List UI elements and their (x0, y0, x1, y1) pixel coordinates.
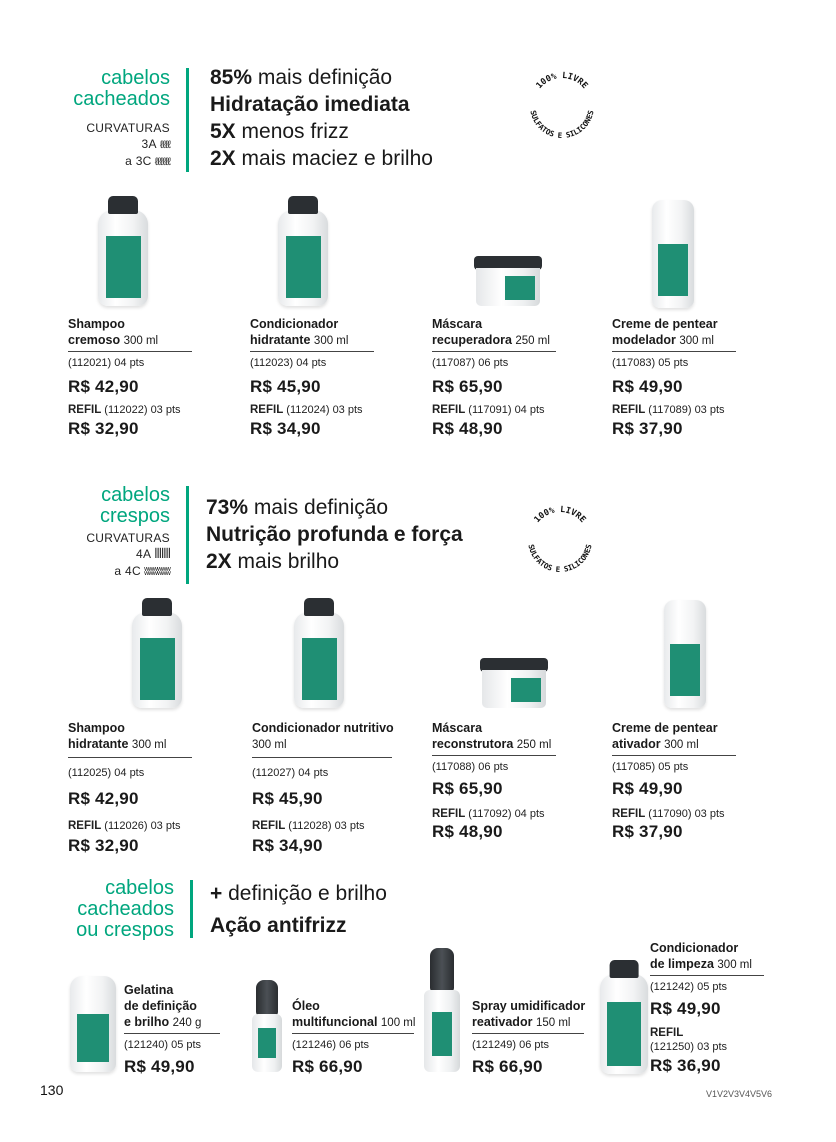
product-name: Shampoo cremoso 300 ml (68, 317, 159, 347)
product-code: (112027) 04 pts (252, 767, 329, 779)
product-code: (117088) 06 pts (432, 761, 509, 773)
product-code: (112023) 04 pts (250, 357, 327, 369)
divider (68, 351, 192, 352)
styling-cream-bottle-image (652, 200, 694, 308)
product-price: R$ 42,90 (68, 377, 139, 396)
refil-price: R$ 37,90 (612, 419, 683, 438)
page-number: 130 (40, 1082, 64, 1098)
refil-info: REFIL (121250) 03 pts (650, 1027, 728, 1053)
spray-bottle-image (424, 948, 460, 1072)
product-price: R$ 45,90 (250, 377, 321, 396)
gel-bottle-image (70, 976, 116, 1072)
refil-info: REFIL (112024) 03 pts (250, 404, 363, 416)
product-price: R$ 66,90 (472, 1057, 543, 1076)
divider (190, 880, 193, 938)
benefit-claims: 85% mais definição Hidratação imediata 5X menos frizz 2X mais maciez e brilho (210, 66, 433, 170)
divider (292, 1033, 414, 1034)
category-title: cabelos crespos (99, 484, 170, 527)
product-name: Óleo multifuncional 100 ml (292, 999, 416, 1029)
svg-text:100% LIVRE: 100% LIVRE (532, 504, 588, 525)
product-name: Condicionador hidratante 300 ml (250, 317, 349, 347)
divider (250, 351, 374, 352)
divider (472, 1033, 584, 1034)
free-of-sulfates-badge (522, 66, 602, 146)
divider (186, 486, 189, 584)
svg-text:100% LIVRE: 100% LIVRE (534, 70, 590, 91)
product-name: Máscara reconstrutora 250 ml (432, 721, 552, 751)
refil-info: REFIL (117090) 03 pts (612, 808, 725, 820)
refil-price: R$ 36,90 (650, 1056, 721, 1075)
mask-jar-image (474, 256, 542, 306)
product-name: Spray umidificador reativador 150 ml (472, 999, 586, 1029)
svg-text:SULFATOS E SILICONES: SULFATOS E SILICONES (526, 543, 594, 575)
product-price: R$ 45,90 (252, 789, 323, 808)
benefit-claims: + definição e brilho Ação antifrizz (210, 882, 387, 937)
product-code: (112025) 04 pts (68, 767, 145, 779)
curl-icon: ℓℓℓℓ (159, 139, 170, 151)
edition-code: V1V2V3V4V5V6 (706, 1089, 773, 1099)
divider (650, 975, 764, 976)
refil-price: R$ 32,90 (68, 419, 139, 438)
mask-jar-image (480, 658, 548, 708)
styling-cream-bottle-image (664, 600, 706, 708)
product-price: R$ 66,90 (292, 1057, 363, 1076)
divider (124, 1033, 220, 1034)
product-name: Creme de pentear modelador 300 ml (612, 317, 718, 347)
curl-icon: ʬʬʬʬʬʬ (143, 566, 170, 578)
divider (186, 68, 189, 172)
product-code: (121249) 06 pts (472, 1039, 550, 1051)
product-price: R$ 49,90 (650, 999, 721, 1018)
product-price: R$ 49,90 (124, 1057, 195, 1076)
divider (68, 757, 192, 758)
product-code: (112021) 04 pts (68, 357, 145, 369)
product-name: Shampoo hidratante 300 ml (68, 721, 167, 751)
product-name: Máscara recuperadora 250 ml (432, 317, 550, 347)
refil-price: R$ 34,90 (252, 836, 323, 855)
product-code: (121242) 05 pts (650, 981, 728, 993)
conditioner-bottle-image (294, 612, 344, 708)
product-name: Condicionador de limpeza 300 ml (650, 941, 752, 971)
curvaturas-info: CURVATURAS 4A ꟾꟾꟾꟾꟾꟾꟾ a 4C ʬʬʬʬʬʬ (86, 531, 170, 578)
divider (612, 755, 736, 756)
divider (252, 757, 392, 758)
benefit-claims: 73% mais definição Nutrição profunda e força 2X mais brilho (206, 496, 463, 573)
curl-icon: ꟾꟾꟾꟾꟾꟾꟾ (154, 549, 170, 561)
product-code: (121240) 05 pts (124, 1039, 202, 1051)
svg-text:SULFATOS E SILICONES: SULFATOS E SILICONES (528, 109, 596, 141)
oil-bottle-image (250, 980, 284, 1072)
conditioner-bottle-image (278, 210, 328, 306)
refil-price: R$ 32,90 (68, 836, 139, 855)
product-name: Condicionador nutritivo 300 ml (252, 721, 394, 751)
refil-info: REFIL (112028) 03 pts (252, 820, 365, 832)
shampoo-bottle-image (132, 612, 182, 708)
refil-info: REFIL (112026) 03 pts (68, 820, 181, 832)
refil-info: REFIL (112022) 03 pts (68, 404, 181, 416)
category-title: cabelos cacheados ou crespos (76, 877, 174, 941)
refil-price: R$ 48,90 (432, 419, 503, 438)
divider (432, 351, 556, 352)
product-code: (117083) 05 pts (612, 357, 689, 369)
product-price: R$ 42,90 (68, 789, 139, 808)
category-title: cabelos cacheados (73, 67, 170, 110)
product-price: R$ 49,90 (612, 779, 683, 798)
curvaturas-info: CURVATURAS 3A ℓℓℓℓ a 3C ℓℓℓℓℓℓ (86, 121, 170, 168)
shampoo-bottle-image (98, 210, 148, 306)
free-of-sulfates-badge (520, 500, 600, 580)
curl-icon: ℓℓℓℓℓℓ (154, 156, 170, 168)
refil-price: R$ 48,90 (432, 822, 503, 841)
product-code: (121246) 06 pts (292, 1039, 370, 1051)
product-price: R$ 65,90 (432, 377, 503, 396)
product-price: R$ 49,90 (612, 377, 683, 396)
refil-info: REFIL (117092) 04 pts (432, 808, 545, 820)
refil-info: REFIL (117091) 04 pts (432, 404, 545, 416)
cleansing-conditioner-bottle-image (600, 974, 648, 1074)
product-name: Creme de pentear ativador 300 ml (612, 721, 718, 751)
product-name: Gelatina de definição e brilho 240 g (124, 983, 202, 1029)
product-code: (117087) 06 pts (432, 357, 509, 369)
product-price: R$ 65,90 (432, 779, 503, 798)
product-code: (117085) 05 pts (612, 761, 689, 773)
divider (612, 351, 736, 352)
refil-price: R$ 34,90 (250, 419, 321, 438)
refil-info: REFIL (117089) 03 pts (612, 404, 725, 416)
refil-price: R$ 37,90 (612, 822, 683, 841)
divider (432, 755, 556, 756)
